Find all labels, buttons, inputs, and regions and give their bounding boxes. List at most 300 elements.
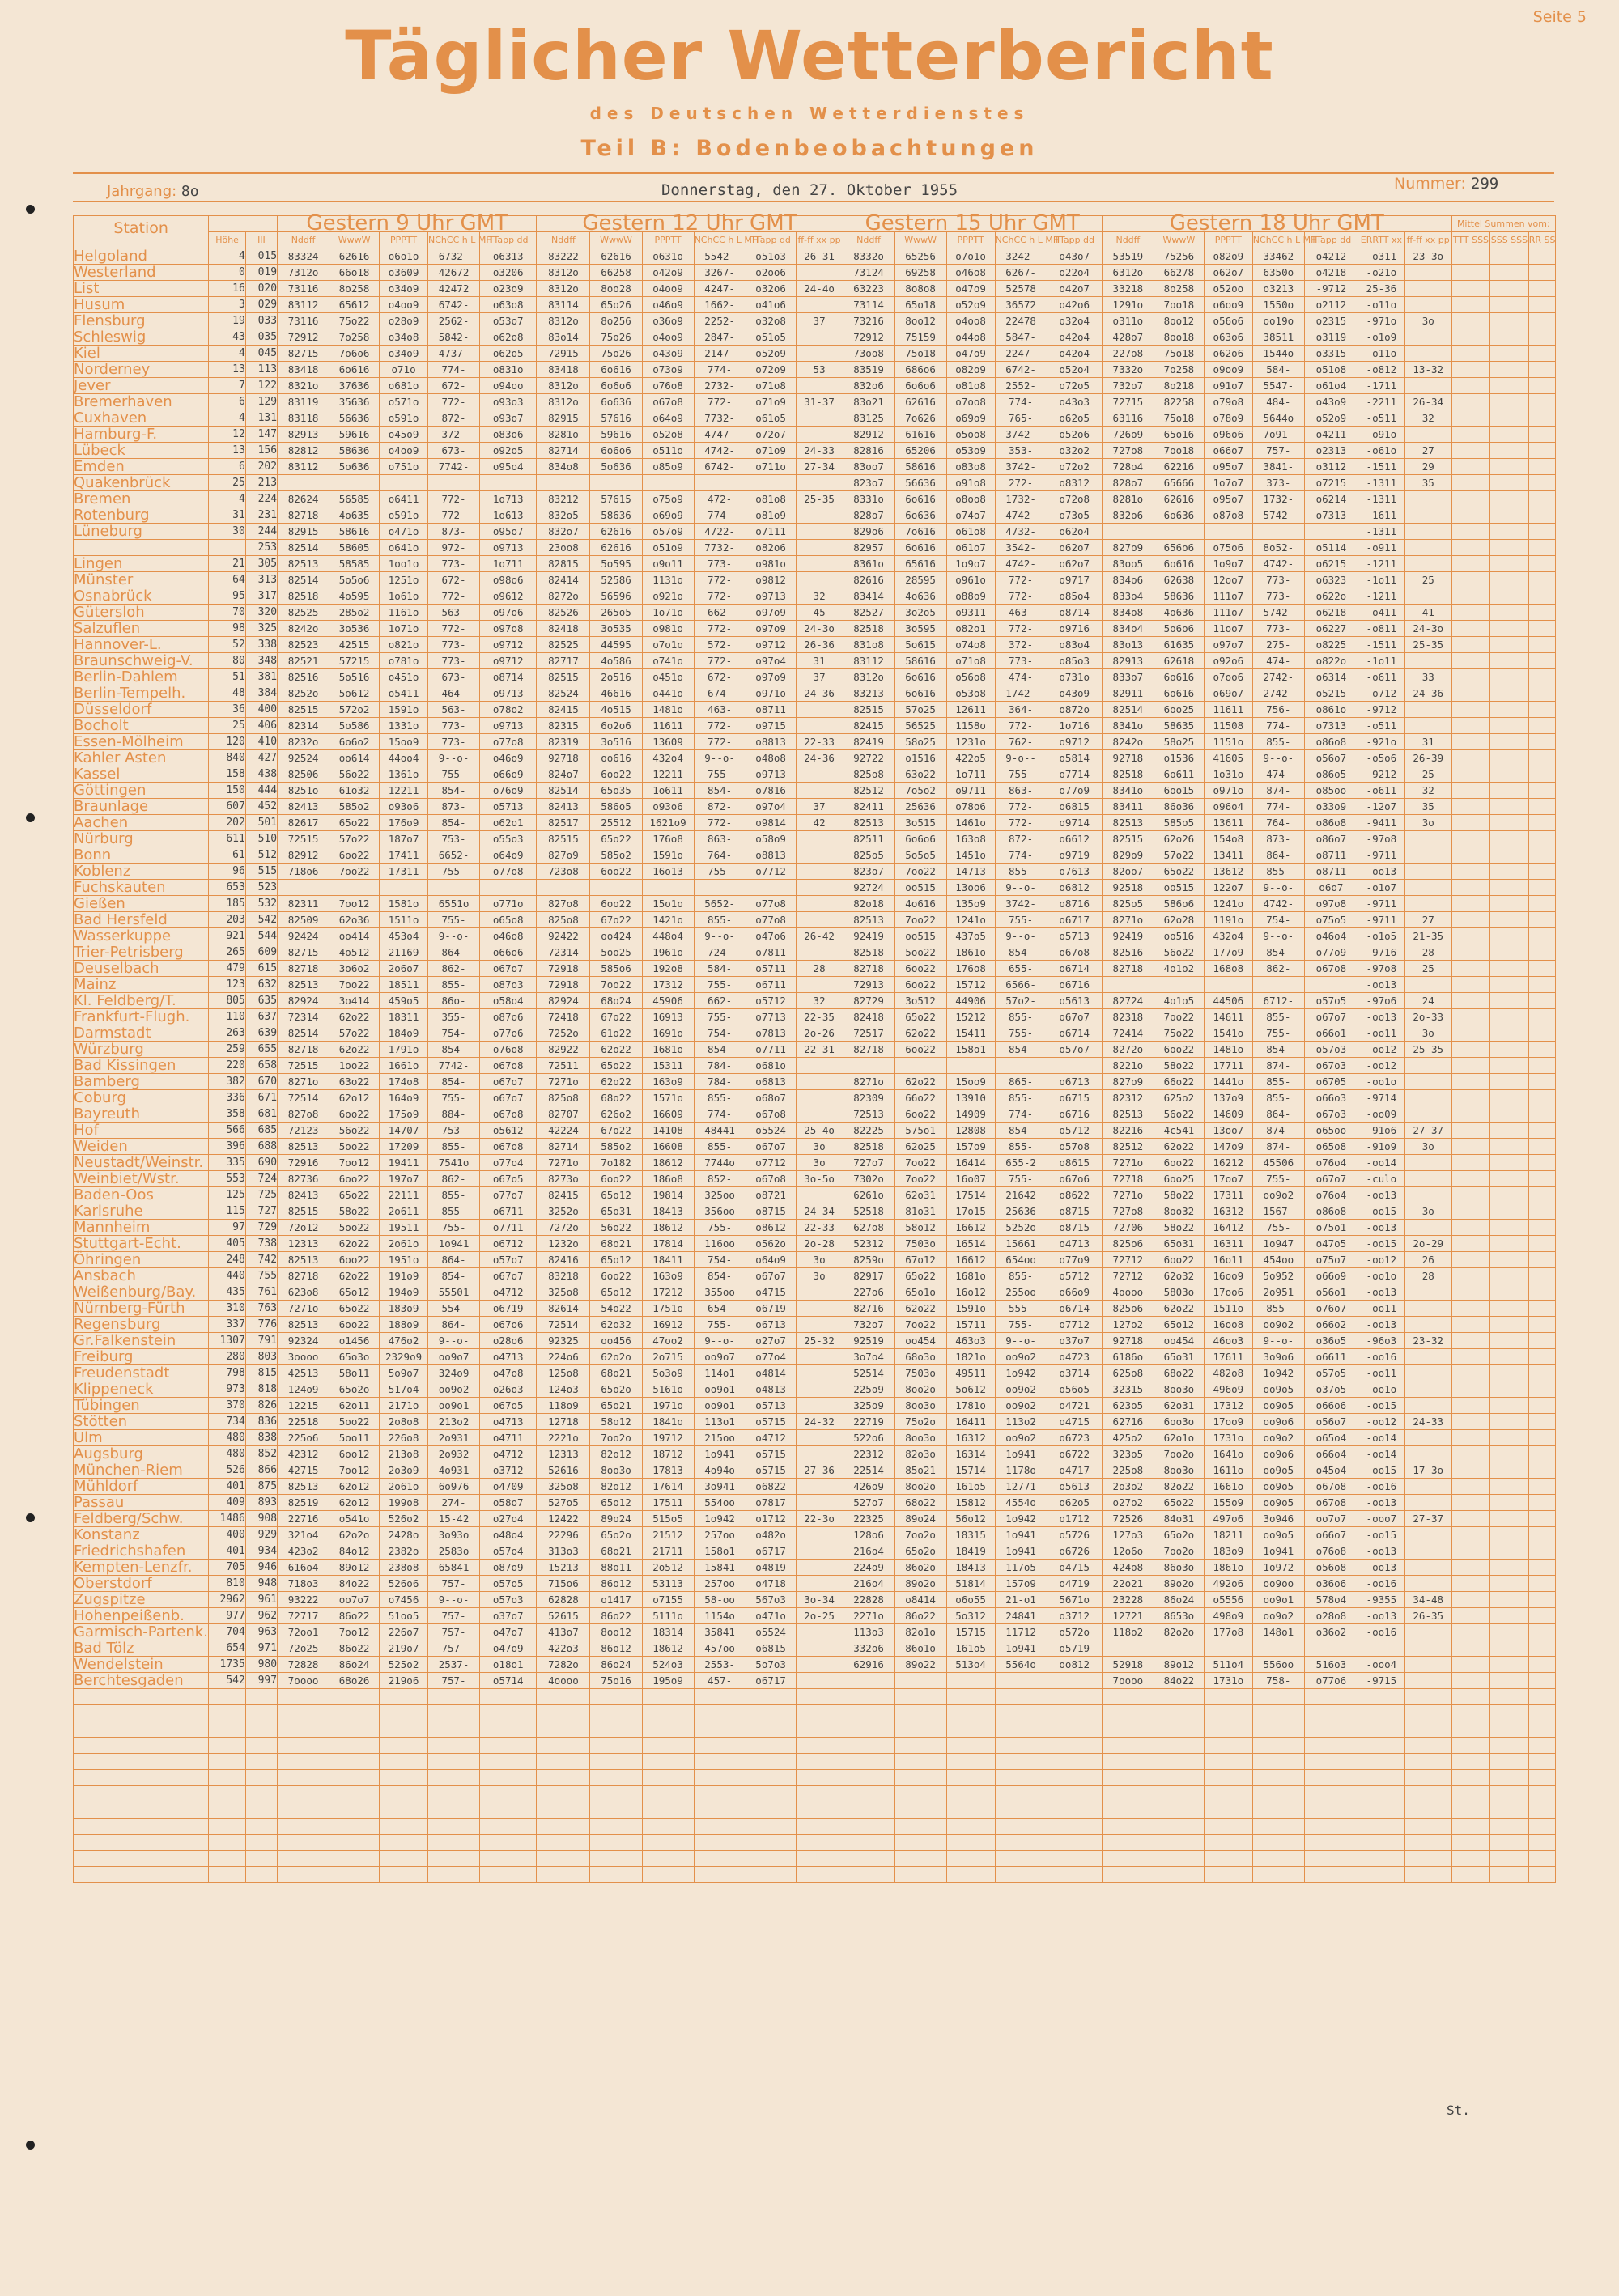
obs-cell: 784- xyxy=(694,1074,746,1090)
obs-cell: o44o8 xyxy=(946,329,995,346)
empty-cell xyxy=(537,1689,590,1705)
column-header: Nddff xyxy=(843,232,894,248)
obs-cell: 3o515 xyxy=(894,815,946,831)
obs-cell: 2329o9 xyxy=(380,1349,428,1365)
obs-cell: o1516 xyxy=(894,750,946,766)
empty-cell xyxy=(380,1867,428,1883)
station-elevation: 435 xyxy=(209,1284,245,1301)
obs-cell: 14909 xyxy=(946,1106,995,1123)
obs-cell: -971o xyxy=(1358,313,1404,329)
obs-cell: 62o22 xyxy=(329,1268,380,1284)
obs-cell: -oo16 xyxy=(1358,1576,1404,1592)
obs-cell: 25 xyxy=(1404,961,1451,977)
table-row xyxy=(74,265,1556,281)
obs-cell: 855- xyxy=(428,1187,480,1203)
obs-cell: -9711 xyxy=(1358,847,1404,864)
summary-cell xyxy=(1451,1381,1490,1398)
summary-cell xyxy=(1528,1657,1555,1673)
obs-cell: 82717 xyxy=(537,653,590,669)
obs-cell: o921o xyxy=(642,588,694,605)
empty-cell xyxy=(590,1867,642,1883)
obs-cell: o97o4 xyxy=(746,799,796,815)
summary-cell xyxy=(1451,653,1490,669)
obs-cell: 8332o xyxy=(843,248,894,265)
obs-cell: 6732- xyxy=(428,248,480,265)
obs-cell: 6o611 xyxy=(1154,766,1204,783)
obs-cell: 855- xyxy=(1252,1090,1304,1106)
station-elevation: 479 xyxy=(209,961,245,977)
station-id: 929 xyxy=(245,1527,277,1543)
obs-cell: o5712 xyxy=(1047,1268,1102,1284)
station-id: 755 xyxy=(245,1268,277,1284)
obs-cell: 3742- xyxy=(995,459,1047,475)
station-name: Quakenbrück xyxy=(74,475,209,491)
obs-cell: 16212 xyxy=(1204,1155,1252,1171)
obs-cell: 8273o xyxy=(537,1171,590,1187)
obs-cell: 124o9 xyxy=(278,1381,329,1398)
obs-cell: 62o12 xyxy=(329,1495,380,1511)
obs-cell: oo9o7 xyxy=(694,1349,746,1365)
obs-cell: o971o xyxy=(746,685,796,702)
empty-cell xyxy=(746,1851,796,1867)
column-header: ff-ff xx pp xyxy=(1404,232,1451,248)
obs-cell: o3112 xyxy=(1304,459,1358,475)
station-name: Gütersloh xyxy=(74,605,209,621)
empty-cell xyxy=(1252,1851,1304,1867)
empty-cell xyxy=(1204,1705,1252,1721)
obs-cell: 22111 xyxy=(380,1187,428,1203)
empty-cell xyxy=(1451,1867,1490,1883)
obs-cell: o48o8 xyxy=(746,750,796,766)
obs-cell: 754- xyxy=(1252,912,1304,928)
obs-cell: 482o8 xyxy=(1204,1365,1252,1381)
obs-cell: 6o6o6 xyxy=(894,378,946,394)
empty-cell xyxy=(1304,1835,1358,1851)
station-name: Deuselbach xyxy=(74,961,209,977)
station-id: 542 xyxy=(245,912,277,928)
obs-cell: 75o26 xyxy=(590,329,642,346)
obs-cell: 457- xyxy=(694,1673,746,1689)
empty-cell xyxy=(894,1786,946,1802)
obs-cell: 57o22 xyxy=(329,1025,380,1042)
obs-cell: 3267- xyxy=(694,265,746,281)
obs-cell: 82512 xyxy=(1102,1139,1154,1155)
obs-cell: o71o8 xyxy=(746,378,796,394)
obs-cell: 17o15 xyxy=(946,1203,995,1220)
obs-cell xyxy=(796,1398,843,1414)
empty-cell xyxy=(278,1867,329,1883)
obs-cell: 83213 xyxy=(843,685,894,702)
obs-cell: 6oo22 xyxy=(590,1268,642,1284)
obs-cell: -o11o xyxy=(1358,346,1404,362)
obs-cell: 18419 xyxy=(946,1543,995,1560)
obs-cell: o67o8 xyxy=(480,1058,537,1074)
punch-hole xyxy=(26,2141,35,2150)
obs-cell: 58o22 xyxy=(1154,1058,1204,1074)
station-id: 348 xyxy=(245,653,277,669)
obs-cell: o95o7 xyxy=(1204,459,1252,475)
obs-cell: 65o12 xyxy=(590,1252,642,1268)
column-header: TTapp dd xyxy=(746,232,796,248)
obs-cell: o75o6 xyxy=(1204,540,1252,556)
station-id: 761 xyxy=(245,1284,277,1301)
obs-cell: o36o5 xyxy=(1304,1333,1358,1349)
table-row xyxy=(74,329,1556,346)
obs-cell: 3o xyxy=(1404,1203,1451,1220)
station-id: 908 xyxy=(245,1511,277,1527)
obs-cell: 7oo22 xyxy=(894,1155,946,1171)
table-row xyxy=(74,1301,1556,1317)
obs-cell: 727o8 xyxy=(1102,1203,1154,1220)
obs-cell: 6712- xyxy=(1252,993,1304,1009)
empty-cell xyxy=(74,1835,209,1851)
obs-cell: 6oo22 xyxy=(1154,1155,1204,1171)
empty-cell xyxy=(329,1770,380,1786)
obs-cell: 65612 xyxy=(329,297,380,313)
obs-cell: 873- xyxy=(1252,831,1304,847)
obs-cell: 83119 xyxy=(278,394,329,410)
obs-cell: 4742- xyxy=(995,507,1047,524)
obs-cell: o77o9 xyxy=(1047,783,1102,799)
obs-cell: 66o22 xyxy=(894,1090,946,1106)
obs-cell: 89o24 xyxy=(894,1511,946,1527)
obs-cell: -1511 xyxy=(1358,637,1404,653)
table-row xyxy=(74,1446,1556,1462)
obs-cell: 58o22 xyxy=(1154,1220,1204,1236)
obs-cell: o8225 xyxy=(1304,637,1358,653)
obs-cell: 35841 xyxy=(694,1624,746,1640)
obs-cell: o67o8 xyxy=(1304,1479,1358,1495)
empty-cell xyxy=(480,1802,537,1819)
empty-cell xyxy=(746,1819,796,1835)
empty-cell xyxy=(1204,1835,1252,1851)
obs-cell: 61o32 xyxy=(329,783,380,799)
obs-cell: 6o616 xyxy=(894,491,946,507)
obs-cell: o97o9 xyxy=(746,621,796,637)
station-name: Bonn xyxy=(74,847,209,864)
obs-cell: 372- xyxy=(995,637,1047,653)
empty-cell xyxy=(1451,1689,1490,1705)
obs-cell: -o21o xyxy=(1358,265,1404,281)
obs-cell: 93222 xyxy=(278,1592,329,1608)
obs-cell: 772- xyxy=(995,621,1047,637)
empty-cell xyxy=(209,1819,245,1835)
obs-cell: 72o25 xyxy=(278,1640,329,1657)
obs-cell: 1o941 xyxy=(995,1543,1047,1560)
empty-cell xyxy=(209,1835,245,1851)
summary-cell xyxy=(1490,1074,1529,1090)
empty-cell xyxy=(1404,1689,1451,1705)
station-name: Friedrichshafen xyxy=(74,1543,209,1560)
obs-cell: o77o9 xyxy=(1047,1252,1102,1268)
obs-cell: 72418 xyxy=(537,1009,590,1025)
obs-cell: 57o25 xyxy=(894,702,946,718)
summary-cell xyxy=(1451,799,1490,815)
obs-cell: o5411 xyxy=(380,685,428,702)
obs-cell: 72912 xyxy=(843,329,894,346)
summary-cell xyxy=(1528,896,1555,912)
obs-cell: 2o516 xyxy=(590,669,642,685)
obs-cell: o94oo xyxy=(480,378,537,394)
station-elevation: 400 xyxy=(209,1527,245,1543)
obs-cell: 4737- xyxy=(428,346,480,362)
obs-cell xyxy=(642,880,694,896)
obs-cell xyxy=(1404,1106,1451,1123)
obs-cell: 75o26 xyxy=(590,346,642,362)
obs-cell: 62o2o xyxy=(329,1527,380,1543)
obs-cell: o6o7 xyxy=(1304,880,1358,896)
obs-cell: 728o4 xyxy=(1102,459,1154,475)
obs-cell xyxy=(1404,718,1451,734)
obs-cell: 9-o-- xyxy=(995,750,1047,766)
obs-cell: 52918 xyxy=(1102,1657,1154,1673)
obs-cell: 62o32 xyxy=(590,1317,642,1333)
obs-cell: 7271o xyxy=(1102,1155,1154,1171)
station-name: Kempten-Lenzfr. xyxy=(74,1560,209,1576)
station-elevation: 16 xyxy=(209,281,245,297)
group-header-18: Gestern 18 Uhr GMT xyxy=(1102,216,1451,232)
obs-cell: o76o8 xyxy=(1304,1543,1358,1560)
obs-cell: o53o9 xyxy=(946,443,995,459)
obs-cell: 2o-25 xyxy=(796,1608,843,1624)
obs-cell: 6oo22 xyxy=(590,766,642,783)
obs-cell: 755- xyxy=(694,977,746,993)
obs-cell: 7o616 xyxy=(894,524,946,540)
obs-cell: -culo xyxy=(1358,1171,1404,1187)
obs-cell: o57o5 xyxy=(1304,993,1358,1009)
obs-cell xyxy=(1404,847,1451,864)
obs-cell: o43o9 xyxy=(1047,685,1102,702)
obs-cell: 15711 xyxy=(946,1317,995,1333)
summary-cell xyxy=(1528,1527,1555,1543)
obs-cell: o8715 xyxy=(1047,1220,1102,1236)
empty-cell xyxy=(796,1819,843,1835)
station-name: Baden-Oos xyxy=(74,1187,209,1203)
obs-cell xyxy=(1404,1640,1451,1657)
obs-cell: -o511 xyxy=(1358,718,1404,734)
obs-cell: 823o7 xyxy=(843,475,894,491)
column-header: NChCC h L MH xyxy=(995,232,1047,248)
obs-cell: o441o xyxy=(642,685,694,702)
empty-cell xyxy=(843,1705,894,1721)
summary-cell xyxy=(1528,1042,1555,1058)
obs-cell: oo454 xyxy=(894,1333,946,1349)
obs-cell: -o311 xyxy=(1358,248,1404,265)
obs-cell: 45 xyxy=(796,605,843,621)
obs-cell: 855- xyxy=(428,977,480,993)
obs-cell: 52586 xyxy=(590,572,642,588)
summary-cell xyxy=(1490,1560,1529,1576)
obs-cell xyxy=(746,475,796,491)
empty-cell xyxy=(1304,1738,1358,1754)
empty-cell xyxy=(796,1754,843,1770)
station-id: 685 xyxy=(245,1123,277,1139)
station-name: Bad Tölz xyxy=(74,1640,209,1657)
obs-cell: 82617 xyxy=(278,815,329,831)
obs-cell: 65o31 xyxy=(1154,1349,1204,1365)
empty-cell xyxy=(746,1721,796,1738)
obs-cell: o67o3 xyxy=(1304,1058,1358,1074)
obs-cell: 8271o xyxy=(843,1074,894,1090)
summary-cell xyxy=(1528,572,1555,588)
empty-cell xyxy=(1490,1689,1529,1705)
obs-cell xyxy=(1404,1349,1451,1365)
obs-cell: 86o2o xyxy=(894,1560,946,1576)
obs-cell xyxy=(796,265,843,281)
empty-cell xyxy=(843,1721,894,1738)
summary-cell xyxy=(1528,378,1555,394)
obs-cell: 823o7 xyxy=(843,864,894,880)
obs-cell: 17311 xyxy=(380,864,428,880)
obs-cell: 724- xyxy=(694,944,746,961)
obs-cell: 26-36 xyxy=(796,637,843,653)
obs-cell: 2382o xyxy=(380,1543,428,1560)
obs-cell: 757- xyxy=(428,1673,480,1689)
obs-cell: 23228 xyxy=(1102,1592,1154,1608)
obs-cell: o67o7 xyxy=(746,1268,796,1284)
obs-cell: 92718 xyxy=(1102,750,1154,766)
obs-cell: 114o1 xyxy=(694,1365,746,1381)
empty-cell xyxy=(1047,1738,1102,1754)
obs-cell: o5719 xyxy=(1047,1640,1102,1657)
obs-cell: -oo1o xyxy=(1358,1381,1404,1398)
obs-cell: 72514 xyxy=(278,1090,329,1106)
obs-cell: 2732- xyxy=(694,378,746,394)
obs-cell: 17209 xyxy=(380,1139,428,1155)
summary-cell xyxy=(1528,718,1555,734)
station-name: Trier-Petrisberg xyxy=(74,944,209,961)
obs-cell xyxy=(1404,1284,1451,1301)
obs-cell xyxy=(278,880,329,896)
obs-cell: 18413 xyxy=(642,1203,694,1220)
empty-cell xyxy=(1490,1705,1529,1721)
obs-cell: 62o31 xyxy=(894,1187,946,1203)
obs-cell: 83218 xyxy=(537,1268,590,1284)
obs-cell: o43o7 xyxy=(1047,248,1102,265)
obs-cell: o8715 xyxy=(746,1203,796,1220)
obs-cell: o52o8 xyxy=(642,427,694,443)
obs-cell: o5713 xyxy=(480,799,537,815)
obs-cell: 58616 xyxy=(894,653,946,669)
obs-cell: o61o4 xyxy=(1304,378,1358,394)
obs-cell: 2742- xyxy=(1252,669,1304,685)
empty-cell xyxy=(1451,1738,1490,1754)
obs-cell: 82729 xyxy=(843,993,894,1009)
obs-cell: 72918 xyxy=(537,961,590,977)
obs-cell: o75o5 xyxy=(1304,912,1358,928)
summary-cell xyxy=(1490,248,1529,265)
obs-cell: 7o5o2 xyxy=(894,783,946,799)
station-elevation: 2962 xyxy=(209,1592,245,1608)
obs-cell: 8oo3o xyxy=(894,1398,946,1414)
station-name: Garmisch-Partenk. xyxy=(74,1623,208,1640)
summary-cell xyxy=(1451,507,1490,524)
station-id: 452 xyxy=(245,799,277,815)
obs-cell: 82525 xyxy=(537,637,590,653)
obs-cell: 82o3o xyxy=(894,1446,946,1462)
obs-cell: 68o22 xyxy=(894,1495,946,1511)
obs-cell: 82509 xyxy=(278,912,329,928)
obs-cell: 176o8 xyxy=(946,961,995,977)
obs-cell: o27o4 xyxy=(480,1511,537,1527)
summary-cell xyxy=(1528,1673,1555,1689)
obs-cell: 572- xyxy=(694,637,746,653)
obs-cell: o8715 xyxy=(1047,1203,1102,1220)
obs-cell: 82314 xyxy=(278,718,329,734)
summary-cell xyxy=(1451,459,1490,475)
obs-cell: 9--o- xyxy=(694,1333,746,1349)
obs-cell: 5803o xyxy=(1154,1284,1204,1301)
obs-cell: 855- xyxy=(1252,1301,1304,1317)
obs-cell: 7oo12 xyxy=(329,1155,380,1171)
summary-cell xyxy=(1528,313,1555,329)
obs-cell xyxy=(796,718,843,734)
obs-cell: 8oo12 xyxy=(590,1624,642,1640)
table-row xyxy=(74,443,1556,459)
obs-cell: 34-48 xyxy=(1404,1592,1451,1608)
obs-cell: 855- xyxy=(1252,864,1304,880)
obs-cell: 5o636 xyxy=(329,459,380,475)
obs-cell xyxy=(480,880,537,896)
obs-cell: o57o5 xyxy=(480,1576,537,1592)
obs-cell: 82513 xyxy=(278,1317,329,1333)
obs-cell: 84o22 xyxy=(1154,1673,1204,1689)
obs-cell: 526o2 xyxy=(380,1511,428,1527)
obs-cell: 18311 xyxy=(380,1009,428,1025)
obs-cell: 191o9 xyxy=(380,1268,428,1284)
obs-cell: o64o9 xyxy=(642,410,694,427)
obs-cell: -oo13 xyxy=(1358,977,1404,993)
obs-cell: 9--o- xyxy=(1252,1333,1304,1349)
obs-cell: 86o- xyxy=(428,993,480,1009)
obs-cell: 86o24 xyxy=(590,1657,642,1673)
station-elevation: 259 xyxy=(209,1042,245,1058)
obs-cell xyxy=(1404,1446,1451,1462)
station-elevation: 97 xyxy=(209,1220,245,1236)
obs-cell: 774- xyxy=(1252,799,1304,815)
empty-cell xyxy=(1490,1835,1529,1851)
summary-cell xyxy=(1451,1106,1490,1123)
summary-cell xyxy=(1451,491,1490,507)
empty-cell xyxy=(694,1835,746,1851)
obs-cell xyxy=(1154,1640,1204,1657)
obs-cell: 774- xyxy=(694,1106,746,1123)
obs-cell: 1o9o7 xyxy=(946,556,995,572)
obs-cell: 25-4o xyxy=(796,1123,843,1139)
summary-cell xyxy=(1528,1414,1555,1430)
summary-cell xyxy=(1528,410,1555,427)
empty-cell xyxy=(1154,1867,1204,1883)
obs-cell: oo515 xyxy=(1154,880,1204,896)
station-name: Berlin-Tempelh. xyxy=(74,685,209,702)
obs-cell: 83324 xyxy=(278,248,329,265)
obs-cell: 75o18 xyxy=(1154,410,1204,427)
station-name: Oberstdorf xyxy=(74,1576,209,1592)
station-name: München-Riem xyxy=(74,1462,209,1479)
obs-cell: o541o xyxy=(329,1511,380,1527)
empty-row xyxy=(74,1786,1556,1802)
obs-cell: 7oo2o xyxy=(1154,1446,1204,1462)
obs-cell: o7oo6 xyxy=(1204,669,1252,685)
empty-cell xyxy=(1528,1867,1555,1883)
summary-cell xyxy=(1528,540,1555,556)
table-row xyxy=(74,1414,1556,1430)
obs-cell: 68o21 xyxy=(590,1236,642,1252)
summary-cell xyxy=(1451,281,1490,297)
empty-cell xyxy=(1252,1819,1304,1835)
obs-cell: -9411 xyxy=(1358,815,1404,831)
station-elevation: 440 xyxy=(209,1268,245,1284)
